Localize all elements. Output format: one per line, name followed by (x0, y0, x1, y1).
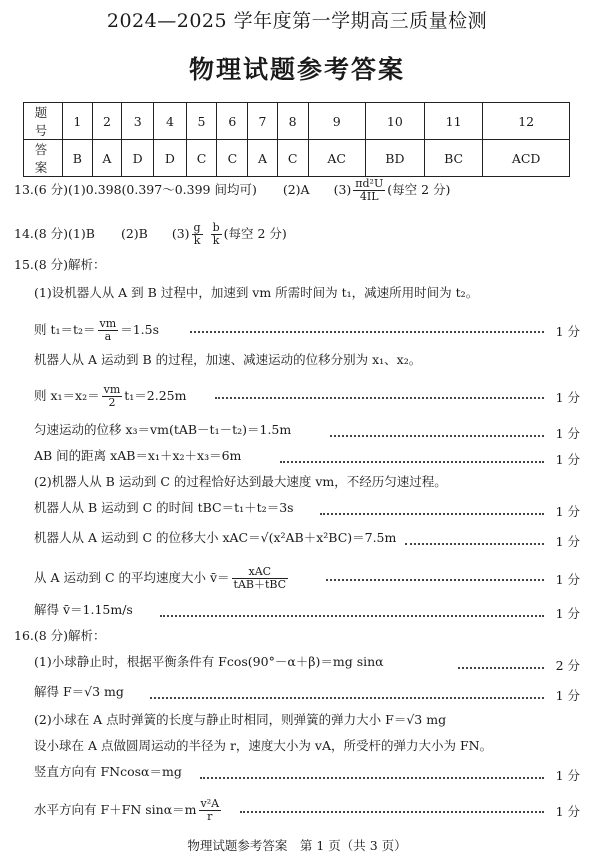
score-mark: 1 分 (555, 390, 580, 405)
table-cell: A (92, 140, 121, 177)
q15-line-11: 解得 v̄＝1.15m/s (34, 602, 133, 617)
table-cell: 5 (186, 103, 217, 140)
q14-part2: (2)B (120, 226, 148, 241)
frac-denominator: 2 (108, 396, 116, 409)
frac-denominator: k (212, 234, 220, 247)
q15-header: 15.(8 分)解析： (14, 257, 106, 272)
formula-prefix: 则 x₁＝x₂＝ (34, 388, 100, 403)
table-cell: 9 (308, 103, 365, 140)
leader-dots (150, 697, 544, 699)
formula-fraction (102, 384, 123, 409)
leader-dots (200, 777, 544, 779)
leader-dots (240, 811, 544, 813)
table-cell: D (154, 140, 186, 177)
q14-fraction-1 (192, 222, 203, 247)
q14-answer (14, 222, 287, 247)
q15-line-6: AB 间的距离 xAB＝x₁＋x₂＋x₃＝6m (34, 448, 242, 463)
table-cell: 4 (154, 103, 186, 140)
frac-numerator: v²A (200, 797, 220, 810)
frac-numerator: g (193, 221, 201, 234)
table-cell: BC (424, 140, 482, 177)
q16-header: 16.(8 分)解析： (14, 628, 106, 643)
score-mark: 1 分 (555, 324, 580, 339)
table-cell: 2 (92, 103, 121, 140)
leader-dots (190, 331, 544, 333)
frac-denominator: k (193, 234, 201, 247)
q13-note: (每空 2 分) (387, 182, 451, 197)
q13-part2: (2)A (282, 182, 310, 197)
q15-line-1: (1)设机器人从 A 到 B 过程中，加速到 vm 所需时间为 t₁，减速所用时间为 t₂。 (34, 285, 479, 300)
table-cell: 10 (365, 103, 424, 140)
q15-line-3: 机器人从 A 运动到 B 的过程，加速、减速运动的位移分别为 x₁、x₂。 (34, 352, 422, 367)
q16-line-1: (1)小球静止时，根据平衡条件有 Fcos(90°－α＋β)＝mg sinα (34, 654, 384, 669)
score-mark: 1 分 (555, 572, 580, 587)
table-cell: 11 (424, 103, 482, 140)
score-mark: 1 分 (555, 534, 580, 549)
leader-dots (458, 667, 544, 669)
leader-dots (330, 435, 544, 437)
page-title: 物理试题参考答案 (188, 55, 405, 84)
table-cell: D (122, 140, 154, 177)
q15-line-9: 机器人从 A 运动到 C 的位移大小 xAC＝√(x²AB＋x²BC)＝7.5m (34, 530, 397, 545)
score-mark: 1 分 (555, 688, 580, 703)
table-cell: C (186, 140, 217, 177)
score-mark: 1 分 (555, 606, 580, 621)
frac-numerator: πd²U (355, 177, 384, 190)
frac-numerator: b (212, 221, 220, 234)
table-cell: 7 (248, 103, 277, 140)
score-mark: 1 分 (555, 804, 580, 819)
q13-part3-prefix: (3) (333, 182, 352, 197)
leader-dots (215, 397, 544, 399)
formula-prefix: 从 A 运动到 C 的平均速度大小 v̄＝ (34, 570, 230, 585)
exam-header: 2024—2025 学年度第一学期高三质量检测 (106, 10, 488, 32)
formula-fraction (199, 798, 222, 823)
q15-line-2 (34, 318, 159, 343)
frac-denominator: 4IL (359, 190, 379, 203)
table-cell: C (277, 140, 308, 177)
q14-fraction-2 (211, 222, 222, 247)
formula-prefix: 水平方向有 F＋FN sinα＝m (34, 802, 197, 817)
answer-table (23, 102, 570, 177)
table-cell: AC (308, 140, 365, 177)
q16-line-3: (2)小球在 A 点时弹簧的长度与静止时相同，则弹簧的弹力大小 F＝√3 mg (34, 712, 447, 727)
table-cell: 8 (277, 103, 308, 140)
q14-part3-prefix: (3) (171, 226, 190, 241)
q14-note: (每空 2 分) (223, 226, 287, 241)
frac-numerator: vm (99, 317, 117, 330)
score-mark: 2 分 (555, 658, 580, 673)
q16-line-4: 设小球在 A 点做圆周运动的半径为 r，速度大小为 vA，所受杆的弹力大小为 FN。 (34, 738, 493, 753)
leader-dots (280, 461, 544, 463)
frac-denominator: a (104, 330, 112, 343)
table-cell: ACD (483, 140, 570, 177)
question-number-row (24, 103, 570, 140)
formula-prefix: 则 t₁＝t₂＝ (34, 322, 96, 337)
formula-suffix: t₁＝2.25m (124, 388, 187, 403)
leader-dots (160, 615, 544, 617)
table-cell: BD (365, 140, 424, 177)
q15-line-8: 机器人从 B 运动到 C 的时间 tBC＝t₁＋t₂＝3s (34, 500, 294, 515)
formula-suffix: ＝1.5s (120, 322, 159, 337)
table-cell: 1 (63, 103, 93, 140)
table-cell: B (63, 140, 93, 177)
q16-line-6 (34, 798, 223, 823)
leader-dots (320, 513, 544, 515)
table-cell: A (248, 140, 277, 177)
table-cell: C (217, 140, 248, 177)
formula-fraction (98, 318, 119, 343)
q13-part1: 13.(6 分)(1)0.398(0.397～0.399 间均可) (14, 182, 257, 197)
q15-line-5: 匀速运动的位移 x₃＝vm(tAB－t₁－t₂)＝1.5m (34, 422, 292, 437)
frac-numerator: vm (103, 383, 121, 396)
q13-answer (14, 178, 450, 203)
score-mark: 1 分 (555, 504, 580, 519)
frac-denominator: r (207, 810, 213, 823)
formula-fraction (232, 566, 289, 591)
q16-line-2: 解得 F＝√3 mg (34, 684, 124, 699)
leader-dots (405, 543, 544, 545)
score-mark: 1 分 (555, 426, 580, 441)
q14-part1: 14.(8 分)(1)B (14, 226, 95, 241)
q15-line-4 (34, 384, 187, 409)
score-mark: 1 分 (555, 768, 580, 783)
frac-denominator: tAB＋tBC (233, 578, 287, 591)
row-label: 题 号 (24, 103, 63, 140)
q15-line-7: (2)机器人从 B 运动到 C 的过程恰好达到最大速度 vm，不经历匀速过程。 (34, 474, 447, 489)
row-label: 答 案 (24, 140, 63, 177)
answer-row (24, 140, 570, 177)
q15-line-10 (34, 566, 290, 591)
q16-line-5: 竖直方向有 FNcosα＝mg (34, 764, 182, 779)
table-cell: 12 (483, 103, 570, 140)
table-cell: 3 (122, 103, 154, 140)
page-footer: 物理试题参考答案 第 1 页（共 3 页） (187, 838, 407, 853)
leader-dots (326, 579, 544, 581)
q13-fraction (353, 178, 385, 203)
score-mark: 1 分 (555, 452, 580, 467)
table-cell: 6 (217, 103, 248, 140)
frac-numerator: xAC (232, 566, 289, 579)
